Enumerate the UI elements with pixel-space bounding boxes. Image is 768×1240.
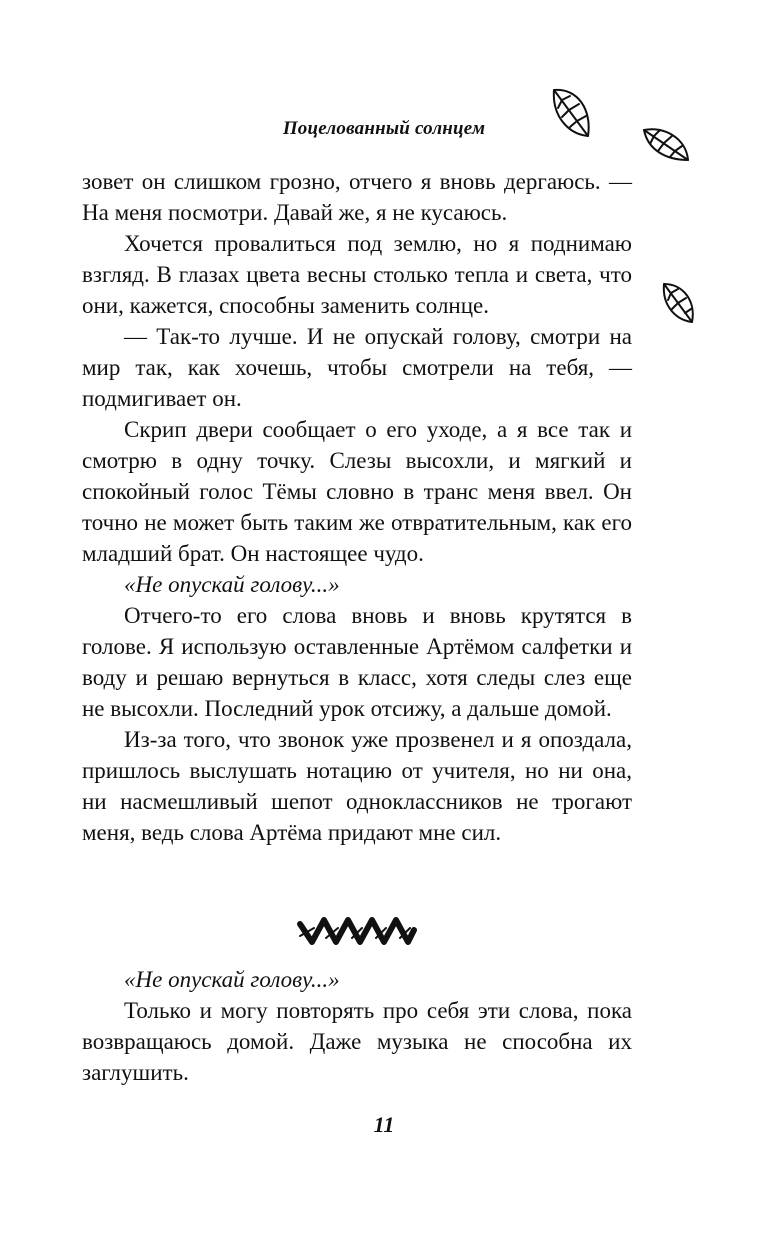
continued-text: [82, 964, 632, 1088]
italic-quote: «Не опускай голову...»: [124, 572, 340, 597]
paragraph: Отчего-то его слова вновь и вновь крутятся в голове. Я использую оставленные Артёмом салфетки и воду и решаю вернуться в класс, хотя следы слез еще не высохли. Последний урок отсижу, а дальше домой.: [82, 603, 632, 721]
paragraph: Из-за того, что звонок уже прозвенел и я опоздала, пришлось выслушать нотацию от учителя, но ни она, ни насмешливый шепот одноклассников не трогают меня, ведь слова Артёма придают мне сил.: [82, 727, 632, 845]
paragraph: Только и могу повторять про себя эти слова, пока возвращаюсь домой. Даже музыка не способна их заглушить.: [82, 998, 632, 1085]
leaf-icon: [548, 84, 594, 142]
section-break-ornament: [296, 906, 418, 954]
page-number: 11: [373, 1112, 395, 1137]
main-text: [82, 166, 632, 848]
paragraph: зовет он слишком грозно, отчего я вновь дергаюсь. — На меня посмотри. Давай же, я не кусаюсь.: [82, 169, 632, 225]
leaf-icon: [660, 280, 698, 326]
running-title: Поцелованный солнцем: [282, 118, 486, 139]
paragraph: Хочется провалиться под землю, но я поднимаю взгляд. В глазах цвета весны столько тепла и света, что они, кажется, способны заменить солнце.: [82, 231, 632, 318]
italic-quote: «Не опускай голову...»: [124, 967, 340, 992]
paragraph: Скрип двери сообщает о его уходе, а я все так и смотрю в одну точку. Слезы высохли, и мягкий и спокойный голос Тёмы словно в транс меня ввел. Он точно не может быть таким же отвратительным, как его младший брат. Он настоящее чудо.: [82, 417, 632, 566]
paragraph: — Так-то лучше. И не опускай голову, смотри на мир так, как хочешь, чтобы смотрели на тебя, — подмигивает он.: [82, 324, 632, 411]
leaf-icon: [640, 124, 692, 164]
